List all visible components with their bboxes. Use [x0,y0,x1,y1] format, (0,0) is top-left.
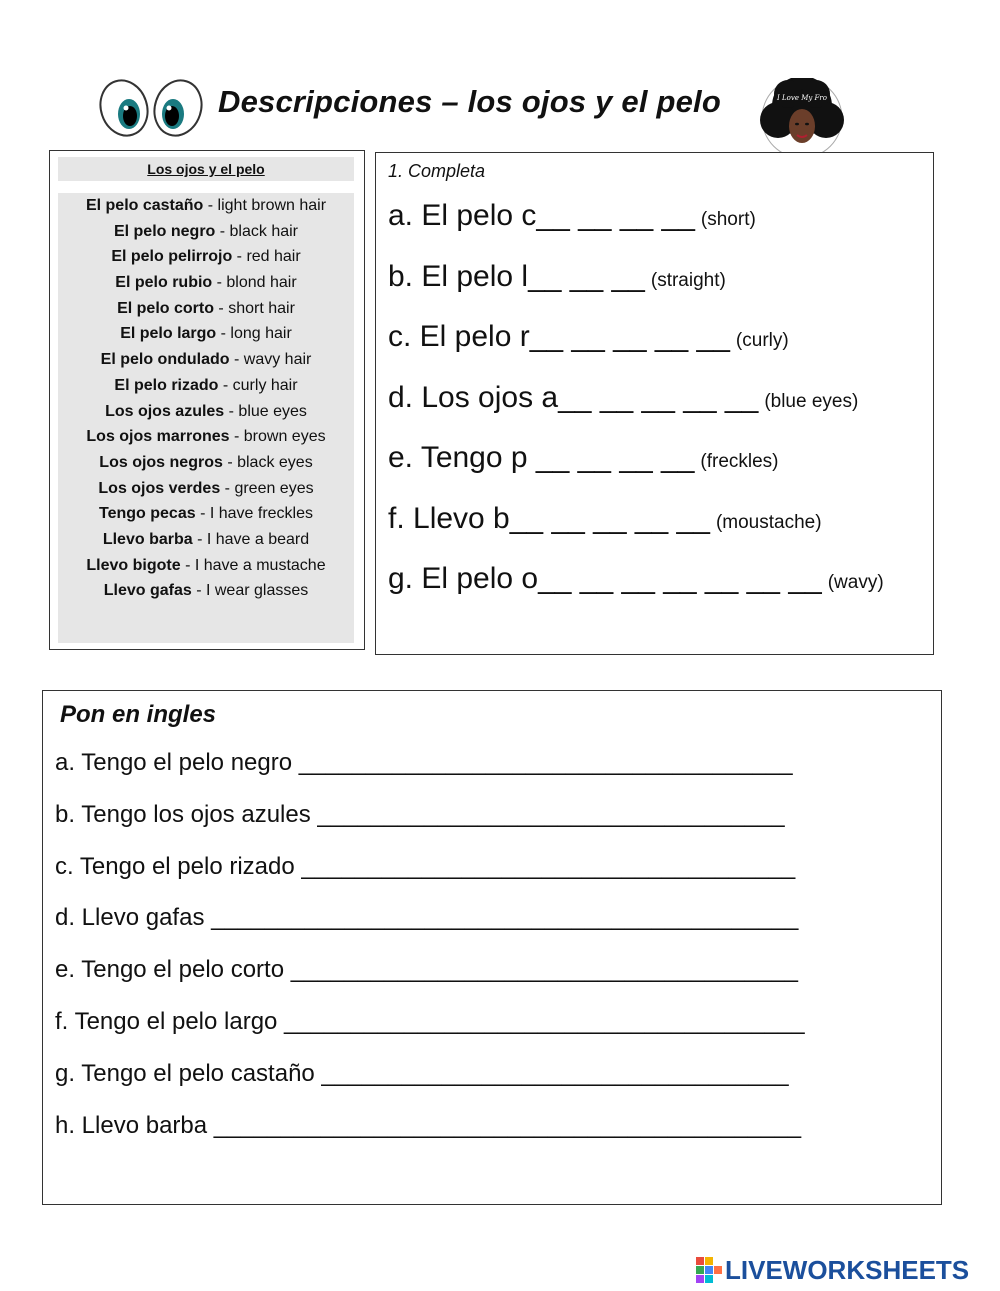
vocab-term: El pelo corto [117,299,214,317]
translate-exercise-box [42,690,942,1205]
vocab-term: Los ojos marrones [86,428,230,446]
translate-item[interactable]: a. Tengo el pelo negro _____________________________________ [55,749,793,776]
vocab-item [58,219,354,245]
vocab-term: El pelo ondulado [100,351,230,369]
complete-prompt: d. Los ojos a__ __ __ __ __ [388,380,759,414]
complete-item[interactable] [388,320,928,381]
vocab-translation: - long hair [216,325,292,343]
complete-prompt: b. El pelo l__ __ __ [388,259,645,293]
vocab-term: El pelo castaño [85,197,204,214]
complete-list [388,199,928,623]
complete-prompt: f. Llevo b__ __ __ __ __ [388,501,710,535]
vocab-box [49,150,365,650]
vocab-translation: - green eyes [220,479,314,497]
vocab-term: El pelo rizado [114,376,219,394]
vocab-heading: Los ojos y el pelo [58,157,354,181]
vocab-item [58,399,354,425]
vocab-term: El pelo pelirrojo [111,248,233,266]
complete-item[interactable] [388,502,928,563]
complete-prompt: g. El pelo o__ __ __ __ __ __ __ [388,562,822,595]
complete-item[interactable] [388,441,928,502]
translate-item[interactable]: d. Llevo gafas ____________________________________________ [55,904,799,932]
complete-hint: (straight) [650,269,726,291]
translate-item[interactable]: g. Tengo el pelo castaño ___________________________________ [55,1059,789,1087]
vocab-translation: - black eyes [222,453,313,471]
complete-heading: 1. Completa [388,161,486,181]
vocab-item [58,347,354,373]
left-eye-icon [98,78,155,140]
vocab-term: Llevo barba [102,530,193,548]
vocab-item [58,270,354,296]
liveworksheets-brand: LIVEWORKSHEETS [725,1254,970,1285]
vocab-term: El pelo rubio [115,274,213,292]
vocab-translation: - I have a mustache [180,556,326,574]
vocab-translation: - blond hair [212,274,297,292]
liveworksheets-blocks-icon [696,1257,722,1283]
complete-hint: (moustache) [715,511,822,533]
vocab-item [58,373,354,399]
page-title: Descripciones – los ojos y el pelo [218,84,721,119]
vocab-list [58,193,354,604]
vocab-translation: - brown eyes [229,428,326,446]
vocab-item [58,321,354,347]
translate-item[interactable]: e. Tengo el pelo corto ______________________________________ [55,956,798,984]
vocab-translation: - I have freckles [195,505,313,523]
translate-item[interactable]: h. Llevo barba ____________________________________________ [55,1111,802,1139]
vocab-translation: - curly hair [218,376,298,394]
vocab-item [58,424,354,450]
vocab-translation: - light brown hair [203,197,327,214]
vocab-translation: - blue eyes [224,402,307,420]
liveworksheets-logo[interactable] [696,1252,969,1288]
complete-item[interactable] [388,199,928,260]
translate-item[interactable]: c. Tengo el pelo rizado _____________________________________ [55,852,796,880]
complete-item[interactable] [388,562,928,623]
vocab-panel [58,193,354,643]
complete-prompt: a. El pelo c__ __ __ __ [388,199,695,232]
vocab-item [58,193,354,219]
vocab-translation: - black hair [215,222,299,240]
vocab-translation: - short hair [213,299,295,317]
complete-item[interactable] [388,381,928,442]
complete-exercise-box [375,152,934,655]
vocab-term: Llevo gafas [103,582,192,600]
translate-heading: Pon en ingles [60,701,217,728]
vocab-item [58,450,354,476]
vocab-item [58,553,354,579]
vocab-term: Los ojos azules [105,402,225,420]
vocab-term: El pelo largo [120,325,217,343]
vocab-item [58,527,354,553]
vocab-item [58,578,354,604]
complete-hint: (blue eyes) [764,390,859,412]
translate-list [55,749,935,1163]
complete-hint: (short) [700,209,756,230]
complete-hint: (wavy) [827,572,884,593]
vocab-term: Los ojos verdes [98,479,221,497]
vocab-item [58,244,354,270]
vocab-translation: - wavy hair [229,351,312,369]
vocab-item [58,476,354,502]
vocab-translation: - I have a beard [192,530,310,548]
vocab-translation: - red hair [232,248,301,266]
vocab-term: El pelo negro [113,222,216,240]
afro-portrait-icon [758,78,846,160]
complete-item[interactable] [388,260,928,321]
vocab-term: Tengo pecas [99,505,196,523]
vocab-item [58,501,354,527]
complete-prompt: e. Tengo p __ __ __ __ [388,441,695,474]
translate-item[interactable]: f. Tengo el pelo largo _______________________________________ [55,1007,805,1035]
vocab-item [58,296,354,322]
vocab-term: Llevo bigote [86,556,181,574]
right-eye-icon [147,78,208,140]
vocab-translation: - I wear glasses [191,582,309,600]
complete-hint: (freckles) [700,451,779,472]
translate-item[interactable]: b. Tengo los ojos azules ___________________________________ [55,800,785,828]
complete-prompt: c. El pelo r__ __ __ __ __ [388,320,730,353]
eyes-illustration [98,78,210,140]
afro-badge-text: I Love My Fro [777,94,827,102]
vocab-term: Los ojos negros [99,453,223,471]
complete-hint: (curly) [735,330,789,351]
